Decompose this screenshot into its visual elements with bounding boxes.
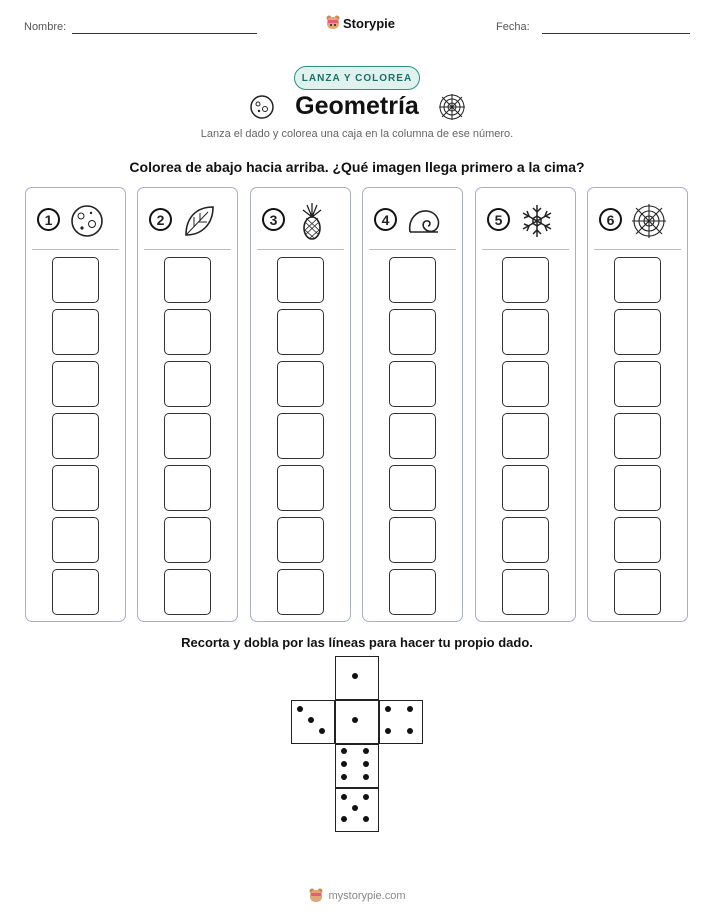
column-3 [250,187,351,622]
color-box[interactable] [52,257,99,303]
die-pip [308,717,314,723]
column-number: 1 [37,208,60,231]
color-box[interactable] [614,465,661,511]
die-face [335,656,379,700]
color-box[interactable] [502,517,549,563]
color-box[interactable] [164,465,211,511]
color-box[interactable] [52,569,99,615]
color-box[interactable] [277,361,324,407]
die-pip [363,774,369,780]
color-box[interactable] [614,569,661,615]
column-divider [594,249,681,250]
die-pip [407,706,413,712]
column-divider [369,249,456,250]
color-box[interactable] [52,465,99,511]
color-box[interactable] [389,413,436,459]
color-box[interactable] [502,413,549,459]
spiderweb-icon [630,202,668,240]
die-face [379,700,423,744]
column-1 [25,187,126,622]
instruction-text: Colorea de abajo hacia arriba. ¿Qué imagen llega primero a la cima? [129,159,585,175]
column-5 [475,187,576,622]
die-face [335,788,379,832]
die-pip [363,816,369,822]
die-pip [297,706,303,712]
bear-icon [308,888,324,904]
footer [0,888,714,904]
die-instruction: Recorta y dobla por las líneas para hacer tu propio dado. [181,635,533,650]
color-box[interactable] [277,309,324,355]
name-label: Nombre: [24,21,67,33]
color-box[interactable] [614,413,661,459]
color-box[interactable] [502,309,549,355]
die-pip [385,728,391,734]
color-box[interactable] [614,361,661,407]
color-box[interactable] [502,361,549,407]
column-2 [137,187,238,622]
die-pip [341,794,347,800]
color-box[interactable] [277,465,324,511]
die-net [291,656,425,836]
color-box[interactable] [52,361,99,407]
color-box[interactable] [277,517,324,563]
column-number: 4 [374,208,397,231]
die-pip [352,717,358,723]
page-title: Geometría [295,92,419,120]
footer-url[interactable]: mystorypie.com [328,890,406,902]
bear-icon [326,15,340,31]
die-pip [341,774,347,780]
color-box[interactable] [277,257,324,303]
column-6 [587,187,688,622]
brand-logo [326,15,395,31]
color-box[interactable] [164,257,211,303]
color-box[interactable] [164,517,211,563]
leaf-icon [180,202,218,240]
color-box[interactable] [52,309,99,355]
color-box[interactable] [277,569,324,615]
name-line[interactable] [72,33,257,34]
die-pip [407,728,413,734]
die-pip [341,748,347,754]
color-box[interactable] [614,517,661,563]
moon-icon [68,202,106,240]
color-box[interactable] [164,569,211,615]
die-pip [363,748,369,754]
column-number: 2 [149,208,172,231]
color-box[interactable] [502,257,549,303]
die-pip [352,805,358,811]
color-box[interactable] [389,257,436,303]
color-box[interactable] [389,465,436,511]
page-subtitle: Lanza el dado y colorea una caja en la columna de ese número. [200,128,514,140]
column-divider [144,249,231,250]
column-4 [362,187,463,622]
date-line[interactable] [542,33,690,34]
column-number: 5 [487,208,510,231]
die-pip [363,794,369,800]
color-box[interactable] [614,257,661,303]
brand-name: Storypie [343,15,396,31]
shell-icon [405,202,443,240]
die-pip [352,673,358,679]
color-box[interactable] [389,569,436,615]
die-face [335,700,379,744]
color-box[interactable] [52,517,99,563]
pineapple-icon [293,202,331,240]
color-box[interactable] [389,309,436,355]
die-face [335,744,379,788]
column-divider [482,249,569,250]
die-pip [363,761,369,767]
color-box[interactable] [277,413,324,459]
activity-badge: LANZA Y COLOREA [294,66,420,90]
color-box[interactable] [164,413,211,459]
column-number: 3 [262,208,285,231]
die-pip [385,706,391,712]
color-box[interactable] [164,309,211,355]
color-box[interactable] [389,517,436,563]
spiderweb-icon [438,93,466,121]
die-pip [319,728,325,734]
color-box[interactable] [52,413,99,459]
die-face [291,700,335,744]
column-number: 6 [599,208,622,231]
column-divider [32,249,119,250]
die-pip [341,816,347,822]
color-box[interactable] [614,309,661,355]
color-box[interactable] [389,361,436,407]
snowflake-icon [518,202,556,240]
color-box[interactable] [502,569,549,615]
color-box[interactable] [164,361,211,407]
die-pip [341,761,347,767]
column-divider [257,249,344,250]
color-box[interactable] [502,465,549,511]
date-label: Fecha: [496,21,530,33]
